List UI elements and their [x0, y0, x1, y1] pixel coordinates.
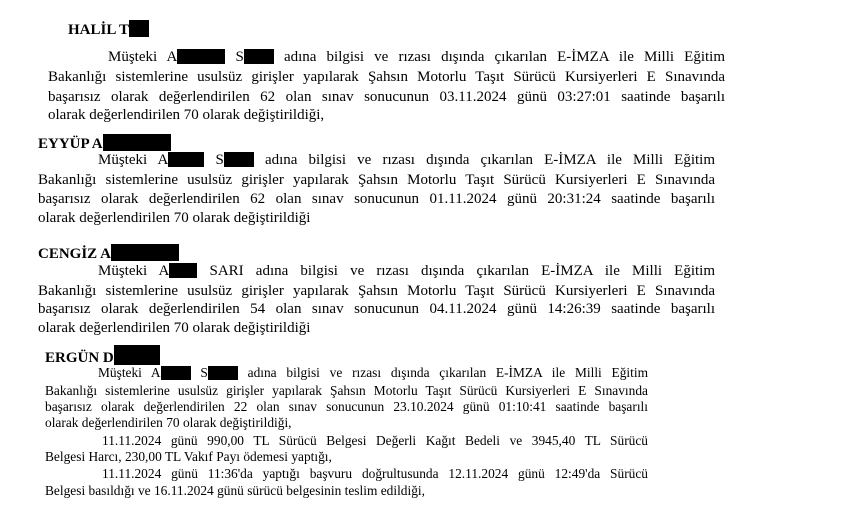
redaction-block: [177, 49, 225, 64]
paragraph-line: olarak değerlendirilen 70 olarak değiştirildiği,: [48, 107, 325, 123]
paragraph-line: olarak değerlendirilen 70 olarak değiştirildiği,: [45, 415, 292, 430]
redaction-block: [244, 49, 274, 64]
person-name-heading: [45, 345, 160, 367]
paragraph-line: Bakanlığı sistemlerine usulsüz girişler yapılarak Şahsın Motorlu Taşıt Sürücü Kursiyerleri E Sınavında: [38, 283, 715, 299]
paragraph-line: başarısız olarak değerlendirilen 62 olan sınav sonucunun 03.11.2024 günü 03:27:01 saatinde başarılı: [48, 89, 725, 105]
paragraph-line: Müşteki A S adına bilgisi ve rızası dışında çıkarılan E-İMZA ile Milli Eğitim: [98, 152, 716, 168]
paragraph-line: Belgesi basıldığı ve 16.11.2024 günü sürücü belgesinin teslim edildiği,: [45, 483, 425, 498]
redaction-block: [103, 134, 171, 151]
paragraph-line: Bakanlığı sistemlerine usulsüz girişler yapılarak Şahsın Motorlu Taşıt Sürücü Kursiyerleri E Sınavında: [38, 172, 715, 188]
paragraph-line: başarısız olarak değerlendirilen 22 olan sınav sonucunun 23.10.2024 günü 01:10:41 saatinde başarılı: [45, 399, 648, 414]
redaction-block: [169, 263, 197, 278]
redaction-block: [168, 152, 204, 167]
paragraph-line: Müşteki A SARI adına bilgisi ve rızası dışında çıkarılan E-İMZA ile Milli Eğitim: [98, 263, 716, 279]
paragraph-line: 11.11.2024 günü 11:36'da yaptığı başvuru doğrultusunda 12.11.2024 günü 12:49'da Sürücü: [102, 466, 648, 481]
person-name-heading: [38, 244, 179, 263]
paragraph-line: Bakanlığı sistemlerine usulsüz girişler yapılarak Şahsın Motorlu Taşıt Sürücü Kursiyerleri E Sınavında: [48, 69, 725, 85]
person-name-heading: [68, 20, 149, 39]
paragraph-line: Bakanlığı sistemlerine usulsüz girişler yapılarak Şahsın Motorlu Taşıt Sürücü Kursiyerleri E Sınavında: [45, 383, 648, 398]
redaction-block: [161, 366, 191, 380]
redaction-block: [114, 345, 160, 365]
paragraph-line: Belgesi Harcı, 230,00 TL Vakıf Payı ödemesi yaptığı,: [45, 449, 332, 464]
person-name: CENGİZ A: [38, 246, 111, 262]
person-name: EYYÜP A: [38, 136, 103, 152]
redaction-block: [111, 244, 179, 261]
person-name: ERGÜN D: [45, 350, 114, 366]
paragraph-line: Müşteki A S adına bilgisi ve rızası dışında çıkarılan E-İMZA ile Milli Eğitim: [98, 365, 648, 380]
paragraph-line: olarak değerlendirilen 70 olarak değiştirildiği: [38, 210, 311, 226]
paragraph-line: Müşteki A S adına bilgisi ve rızası dışında çıkarılan E-İMZA ile Milli Eğitim: [108, 49, 726, 65]
redaction-block: [224, 152, 254, 167]
paragraph-line: 11.11.2024 günü 990,00 TL Sürücü Belgesi Değerli Kağıt Bedeli ve 3945,40 TL Sürücü: [102, 433, 648, 448]
paragraph-line: başarısız olarak değerlendirilen 62 olan sınav sonucunun 01.11.2024 günü 20:31:24 saatinde başarılı: [38, 191, 715, 207]
redaction-block: [129, 20, 149, 37]
paragraph-line: başarısız olarak değerlendirilen 54 olan sınav sonucunun 04.11.2024 günü 14:26:39 saatinde başarılı: [38, 301, 715, 317]
redaction-block: [208, 366, 238, 380]
person-name: HALİL T: [68, 22, 130, 38]
paragraph-line: olarak değerlendirilen 70 olarak değiştirildiği: [38, 320, 311, 336]
